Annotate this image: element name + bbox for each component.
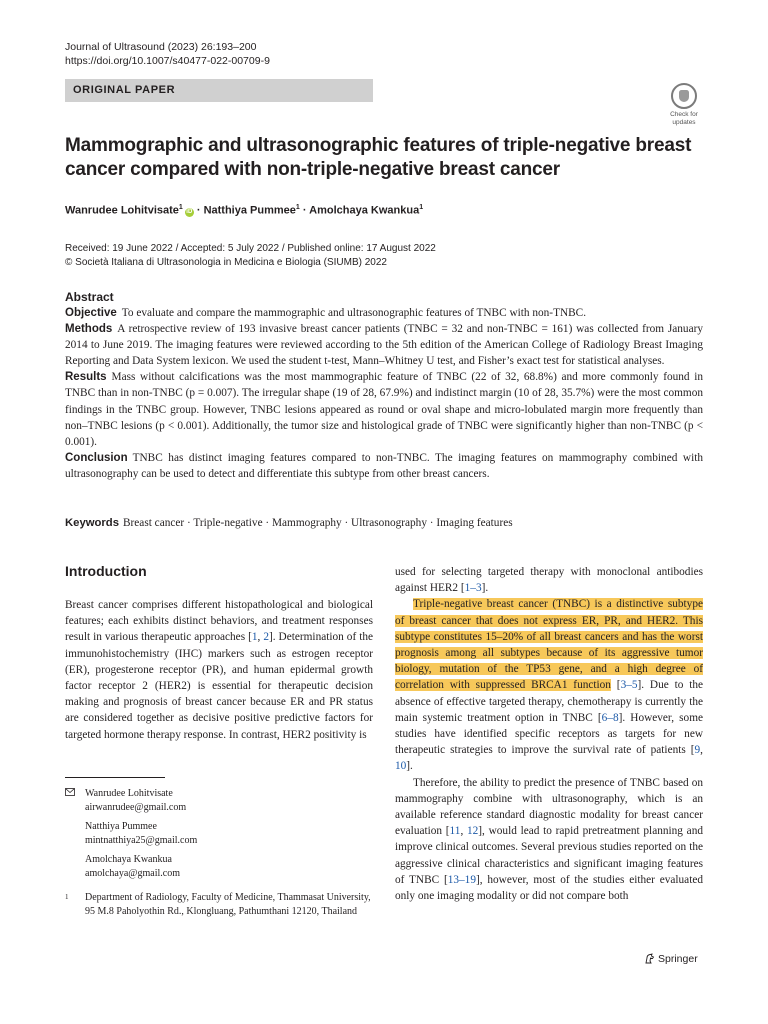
keywords-text: Breast cancer · Triple-negative · Mammography · Ultrasonography · Imaging features: [123, 517, 513, 529]
contact-name: Amolchaya Kwankua: [85, 854, 172, 865]
footnote-divider: [65, 777, 165, 778]
abstract-label: Conclusion: [65, 451, 128, 464]
abstract-text: A retrospective review of 193 invasive breast cancer patients (TNBC = 32 and non-TNBC = 161) was collected from January 2014 to June 2019. The imaging features were reviewed according to the 5th edition of the American College of Radiology Breast Imaging Reporting and Data System lexicon. We used the student t-test, Mann–Whitney U test, and Fisher’s exact test for statistical analyses.: [65, 323, 703, 368]
abstract-results: [65, 369, 703, 449]
check-for-updates-icon: [671, 83, 697, 109]
envelope-icon: [65, 787, 77, 801]
paper-title: Mammographic and ultrasonographic features of triple-negative breast cancer compared with non-triple-negative breast cancer: [65, 135, 692, 180]
citation-link[interactable]: 13–19: [447, 873, 476, 886]
citation-link[interactable]: 1: [251, 631, 258, 644]
abstract-label: Results: [65, 371, 107, 384]
abstract-objective: [65, 305, 703, 321]
author-separator: ·: [299, 204, 310, 217]
intro-paragraph: Therefore, the ability to predict the presence of TNBC based on mammography combine with ultrasonography, which is an available reference standard diagnostic modality for breast cancer evaluation [11, 12], would lead to rapid pretreatment planning and improve clinical outcomes. Several previous studies reported on the aggressive clinical characteristics and significant imaging features of TNBC [13–19], however, most of the studies either evaluated only one imaging modality or did not compare both: [395, 776, 704, 903]
contact-name: Natthiya Pummee: [85, 821, 157, 832]
intro-paragraph: Triple-negative breast cancer (TNBC) is a distinctive subtype of breast cancer that does not express ER, PR, and HER2. This subtype constitutes 15–20% of all breast cancers and has the worst prognosis among all subtypes because of its aggressive tumor biology, mutation of the TP53 gene, and a high degree of correlation with suppressed BRCA1 function [3–5]. Due to the absence of effective targeted therapy, chemotherapy is currently the main systemic treatment option in TNBC [6–8]. However, some studies have identified specific receptors as targets for new therapeutic strategies to improve the survival rate of patients [9, 10].: [395, 598, 703, 773]
publisher-logo: [644, 953, 698, 965]
author-name[interactable]: Amolchaya Kwankua: [309, 204, 420, 217]
left-column-text: [65, 597, 373, 743]
affiliation-sup: 1: [295, 204, 300, 211]
contact-email[interactable]: mintnatthiya25@gmail.com: [85, 834, 198, 846]
publisher-name: Springer: [658, 953, 698, 965]
citation-link[interactable]: 3–5: [620, 679, 638, 692]
abstract-body: [65, 305, 703, 482]
doi-link[interactable]: https://doi.org/10.1007/s40477-022-00709-9: [65, 55, 270, 67]
author-separator: ·: [193, 204, 204, 217]
citation-link[interactable]: 2: [263, 631, 269, 644]
contact-email[interactable]: airwanrudee@gmail.com: [85, 801, 187, 813]
right-column-text: [395, 564, 703, 904]
journal-header: [65, 40, 270, 68]
intro-paragraph: Breast cancer comprises different histopathological and biological features; each exhibits distinct behaviors, and treatment responses result in various therapeutic approaches [1, 2]. Determination of the immunohistochemistry (IHC) markers such as estrogen receptor (ER), progesterone receptor (PR), and human epidermal growth factor receptor 2 (HER2) is essential for therapeutic decision making and prognosis of breast cancer because ER and PR status are considered together as decisive positive predictive factors for targeted hormone therapy response. In contrast, HER2 positivity is: [65, 599, 373, 741]
corresponding-author: [65, 787, 373, 814]
abstract-methods: [65, 321, 703, 369]
abstract-text: To evaluate and compare the mammographic and ultrasonographic features of TNBC with non-TNBC.: [121, 307, 587, 319]
affiliation-text: Department of Radiology, Faculty of Medicine, Thammasat University, 95 M.8 Paholyothin Rd., Klongluang, Pathumthani 12120, Thailand: [85, 892, 371, 917]
author-contact: [65, 853, 373, 880]
contact-name: Wanrudee Lohitvisate: [85, 788, 173, 799]
affiliation: [65, 891, 373, 918]
copyright-line: © Società Italiana di Ultrasonologia in Medicina e Biologia (SIUMB) 2022: [65, 256, 387, 268]
abstract-heading: Abstract: [65, 290, 114, 304]
author-name[interactable]: Wanrudee Lohitvisate: [65, 204, 179, 217]
keywords-label: Keywords: [65, 517, 119, 529]
affiliation-number: 1: [65, 893, 69, 901]
citation-link[interactable]: 9: [694, 744, 701, 757]
citation-link[interactable]: 12: [467, 825, 479, 838]
dates-line: Received: 19 June 2022 / Accepted: 5 July 2022 / Published online: 17 August 2022: [65, 243, 436, 254]
abstract-label: Objective: [65, 307, 117, 319]
affiliation-sup: 1: [178, 204, 183, 211]
springer-horse-icon: [644, 953, 655, 964]
keywords: [65, 517, 513, 529]
author-list: [65, 204, 423, 217]
citation-link[interactable]: 1–3: [464, 582, 482, 595]
article-type-label: ORIGINAL PAPER: [73, 84, 176, 96]
abstract-label: Methods: [65, 323, 113, 336]
highlighted-text[interactable]: Triple-negative breast cancer (TNBC) is a distinctive subtype of breast cancer that does not express ER, PR, and HER2. This subtype constitutes 15–20% of all breast cancers and has the worst prognosis among all subtypes because of its aggressive tumor biology, mutation of the TP53 gene, and a high degree of correlation with suppressed BRCA1 function: [395, 598, 703, 692]
intro-paragraph: used for selecting targeted therapy with monoclonal antibodies against HER2 [1–3].: [395, 566, 703, 595]
contact-email[interactable]: amolchaya@gmail.com: [85, 867, 181, 879]
affiliation-sup: 1: [419, 204, 424, 211]
abstract-conclusion: [65, 450, 703, 482]
abstract-text: TNBC has distinct imaging features compared to non-TNBC. The imaging features on mammography combined with ultrasonography can be used to detect and differentiate this subtype from other breast cancers.: [65, 451, 703, 480]
journal-citation: Journal of Ultrasound (2023) 26:193–200: [65, 41, 257, 53]
publication-dates: [65, 242, 436, 269]
author-name[interactable]: Natthiya Pummee: [203, 204, 296, 217]
citation-link[interactable]: 6–8: [601, 711, 619, 724]
citation-link[interactable]: 10: [395, 760, 407, 773]
orcid-icon[interactable]: iD: [186, 208, 193, 215]
check-for-updates-badge[interactable]: [664, 83, 704, 126]
author-contact: [65, 820, 373, 847]
citation-link[interactable]: 11: [449, 825, 461, 838]
section-heading-introduction: Introduction: [65, 563, 147, 579]
abstract-text: Mass without calcifications was the most mammographic feature of TNBC (22 of 32, 68.8%) and more commonly found in TNBC than in non-TNBC (p = 0.007). The irregular shape (19 of 28, 67.9%) and indistinct margin (10 of 28, 35.7%) were the most common findings in the TNBC group. However, TNBC lesions appeared as round or oval shape and micro-lobulated margin more frequently than non–TNBC lesions (p < 0.001). Additionally, the tumor size and histological grade of TNBC were significantly higher than non-TNBC (p < 0.001).: [65, 371, 703, 448]
check-for-updates-text: Check for updates: [670, 111, 698, 126]
